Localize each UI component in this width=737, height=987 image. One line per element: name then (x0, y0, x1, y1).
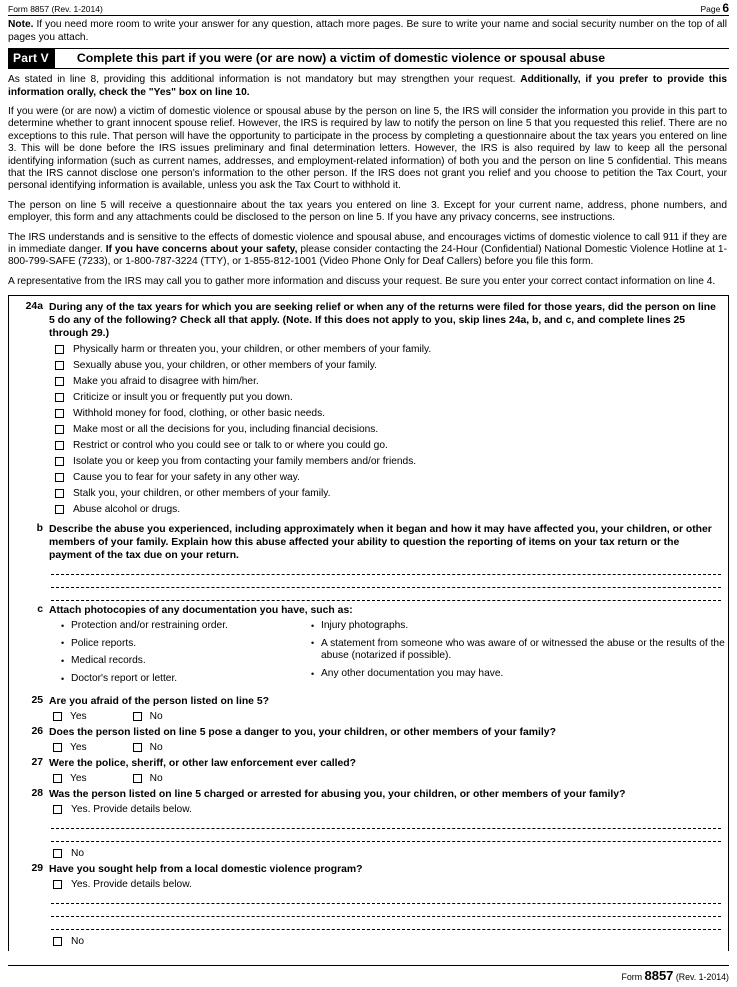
question-27-no[interactable] (133, 773, 163, 785)
header-rule (8, 15, 729, 16)
question-24a (9, 301, 728, 340)
question-24a-text: During any of the tax years for which you are seeking relief or when any of the returns were filed for those years, did the person on line 5 do any of the following? Check all that apply. (Note. If this does not apply to you, skip lines 24a, b, and c, and complete lines 25 through 29.) (49, 302, 716, 340)
intro-p1-text: As stated in line 8, providing this additional information is not mandatory but may strengthen your request. (8, 74, 521, 86)
yes-label: Yes (70, 710, 87, 722)
question-25-text: Are you afraid of the person listed on line 5? (49, 695, 269, 707)
bullet-item: • Any other documentation you may have. (311, 668, 728, 681)
checkbox-icon[interactable] (55, 457, 64, 466)
intro-p4-text-a: The IRS understands and is sensitive to the effects of domestic violence and spousal abuse, and encourages victims of domestic violence to call 911 if they are in immediate danger. (8, 231, 727, 256)
checkbox-icon[interactable] (55, 393, 64, 402)
note-text: If you need more room to write your answer for any question, attach more pages. Be sure to write your name and social security number on the top of all pages you attach. (8, 19, 727, 43)
checkbox-icon[interactable] (53, 849, 62, 858)
questions-frame (8, 295, 729, 950)
checkbox-option-row[interactable] (9, 487, 728, 500)
intro-paragraph-1 (8, 74, 729, 99)
documentation-bullet-columns (9, 620, 728, 685)
page-header (8, 0, 729, 15)
checkbox-icon[interactable] (53, 743, 62, 752)
question-24b-number: b (36, 523, 43, 535)
note-paragraph (8, 19, 729, 44)
checkbox-icon[interactable] (133, 774, 142, 783)
question-24a-number: 24a (25, 301, 43, 313)
question-24b (9, 523, 728, 562)
checkbox-option-label: Withhold money for food, clothing, or other basic needs. (73, 408, 325, 420)
yes-label: Yes (70, 741, 87, 753)
bullet-item: • Medical records. (61, 655, 311, 668)
footer-text (8, 966, 729, 983)
question-26-options (9, 742, 728, 754)
footer-form-number: 8857 (644, 968, 674, 983)
yes-label: Yes. Provide details below. (71, 878, 192, 890)
question-28-yes[interactable] (9, 804, 728, 816)
checkbox-icon[interactable] (55, 505, 64, 514)
checkbox-icon[interactable] (55, 489, 64, 498)
checkbox-icon[interactable] (55, 377, 64, 386)
checkbox-icon[interactable] (55, 345, 64, 354)
question-27-options (9, 773, 728, 785)
no-label: No (71, 935, 85, 947)
question-27 (9, 757, 728, 770)
checkbox-option-label: Restrict or control who you could see or talk to or where you could go. (73, 440, 388, 452)
bullet-item: • Protection and/or restraining order. (61, 620, 311, 633)
question-24c (9, 604, 728, 617)
page-footer (8, 965, 729, 983)
bullet-item: • Injury photographs. (311, 620, 728, 633)
question-25-no[interactable] (133, 711, 163, 723)
no-label: No (149, 710, 163, 722)
part-v-tag: Part V (8, 49, 55, 68)
checkbox-option-row[interactable] (9, 439, 728, 452)
checkbox-option-label: Sexually abuse you, your children, or other members of your family. (73, 360, 377, 372)
documentation-column-right (311, 620, 728, 685)
checkbox-icon[interactable] (53, 712, 62, 721)
checkbox-option-label: Isolate you or keep you from contacting your family members and/or friends. (73, 456, 417, 468)
checkbox-option-row[interactable] (9, 471, 728, 484)
checkbox-icon[interactable] (133, 743, 142, 752)
documentation-column-left (61, 620, 311, 685)
checkbox-option-label: Cause you to fear for your safety in any other way. (73, 472, 300, 484)
intro-p4-bold: If you have concerns about your safety, (105, 244, 298, 256)
checkbox-option-row[interactable] (9, 455, 728, 468)
question-27-text: Were the police, sheriff, or other law enforcement ever called? (49, 757, 357, 769)
question-26-number: 26 (31, 725, 43, 737)
checkbox-option-row[interactable] (9, 503, 728, 516)
question-29-yes[interactable] (9, 879, 728, 891)
checkbox-icon[interactable] (55, 409, 64, 418)
intro-paragraph-5: A representative from the IRS may call you to gather more information and discuss your request. Be sure you enter your correct contact information on line 4. (8, 275, 716, 287)
header-form-label: Form 8857 (Rev. 1-2014) (8, 4, 103, 14)
question-26-text: Does the person listed on line 5 pose a danger to you, your children, or other members of your family? (49, 726, 556, 738)
question-28-text: Was the person listed on line 5 charged or arrested for abusing you, your children, or other members of your family? (49, 788, 626, 800)
checkbox-option-label: Physically harm or threaten you, your children, or other members of your family. (73, 344, 432, 356)
checkbox-option-row[interactable] (9, 375, 728, 388)
question-25-yes[interactable] (53, 711, 87, 723)
checkbox-option-label: Criticize or insult you or frequently put you down. (73, 392, 293, 404)
question-26-yes[interactable] (53, 742, 87, 754)
checkbox-option-row[interactable] (9, 343, 728, 356)
checkbox-option-label: Abuse alcohol or drugs. (73, 504, 181, 516)
question-28-number: 28 (31, 787, 43, 799)
question-25-options (9, 711, 728, 723)
note-label: Note. (8, 19, 34, 30)
header-page-number: 6 (722, 1, 729, 15)
checkbox-icon[interactable] (55, 361, 64, 370)
no-label: No (71, 847, 85, 859)
question-28-no[interactable] (9, 848, 728, 860)
question-29-no[interactable] (9, 936, 728, 948)
footer-form-label: Form (621, 972, 643, 982)
checkbox-icon[interactable] (53, 880, 62, 889)
question-27-yes[interactable] (53, 773, 87, 785)
intro-paragraph-3: The person on line 5 will receive a questionnaire about the tax years you entered on line 3. Except for your current name, address, phone numbers, and employer, this form and any attachments could be disclosed to the person on line 5. If you have any privacy concerns, see instructions. (8, 199, 727, 224)
question-26 (9, 726, 728, 739)
intro-paragraph-4 (8, 232, 729, 269)
question-29 (9, 863, 728, 876)
question-29-text: Have you sought help from a local domestic violence program? (49, 863, 363, 875)
no-label: No (149, 741, 163, 753)
checkbox-icon[interactable] (133, 712, 142, 721)
bullet-item: • Doctor's report or letter. (61, 673, 311, 686)
checkbox-icon[interactable] (55, 425, 64, 434)
question-24b-text: Describe the abuse you experienced, including approximately when it began and how it may have affected you, your children, or other members of your family. Explain how this abuse affected your ability to question the reporting of items on your tax return or the payment of the tax due on your return. (49, 524, 712, 562)
checkbox-option-row[interactable] (9, 391, 728, 404)
bullet-item: • A statement from someone who was aware of or witnessed the abuse or the results of the abuse (notarized if possible). (311, 638, 728, 663)
no-label: No (149, 772, 163, 784)
header-page-label: Page (700, 4, 721, 14)
yes-label: Yes. Provide details below. (71, 803, 192, 815)
checkbox-option-label: Make you afraid to disagree with him/her. (73, 376, 259, 388)
checkbox-icon[interactable] (55, 441, 64, 450)
footer-revision: (Rev. 1-2014) (675, 972, 729, 982)
question-25 (9, 695, 728, 708)
intro-p1-bold: Additionally, if you prefer to provide this information orally, check the "Yes" box on line 10. (8, 74, 727, 98)
part-v-header (8, 48, 729, 69)
intro-p4-text-b: please consider contacting the 24-Hour (Confidential) National Domestic Violence Hotline at 1-800-799-SAFE (7233), or 1-800-787-3224 (TTY), or 1-855-812-1001 (Video Phone Only for Deaf Callers) before you file this form. (8, 244, 727, 268)
checkbox-option-row[interactable] (9, 423, 728, 436)
checkbox-icon[interactable] (53, 805, 62, 814)
header-page-indicator (700, 3, 729, 15)
part-v-title: Complete this part if you were (or are now) a victim of domestic violence or spousal abuse (76, 51, 606, 66)
question-27-number: 27 (31, 756, 43, 768)
question-29-number: 29 (31, 862, 43, 874)
question-28 (9, 788, 728, 801)
checkbox-option-row[interactable] (9, 407, 728, 420)
intro-paragraph-2: If you were (or are now) a victim of domestic violence or spousal abuse by the person on line 5, the IRS will consider the information you provide in this part to determine whether to grant innocent spouse relief. However, the IRS is required by law to notify the person on line 5 that you requested this relief. There are no exceptions to this rule. That person will have the opportunity to participate in the process by completing a questionnaire about the tax years you entered on line 3. This will be done before the IRS issues preliminary and final determination letters. However, the IRS is also required by law to keep all the personal identifying information (such as current names, addresses, and employment-related information) of both you and the person on line 5 confidential. This means that the IRS cannot disclose one person's information to the other person. If the IRS does not grant you relief and you choose to petition the Tax Court, your personal identifying information is available, unless you ask the Tax Court to withhold it. (8, 106, 727, 192)
checkbox-option-label: Make most or all the decisions for you, including financial decisions. (73, 424, 379, 436)
question-24c-text: Attach photocopies of any documentation you have, such as: (49, 605, 353, 617)
checkbox-option-label: Stalk you, your children, or other members of your family. (73, 488, 331, 500)
question-24a-options (9, 343, 728, 516)
question-26-no[interactable] (133, 742, 163, 754)
bullet-item: • Police reports. (61, 638, 311, 651)
checkbox-icon[interactable] (53, 774, 62, 783)
checkbox-icon[interactable] (55, 473, 64, 482)
yes-label: Yes (70, 772, 87, 784)
question-24c-number: c (37, 604, 43, 616)
checkbox-icon[interactable] (53, 937, 62, 946)
question-25-number: 25 (31, 694, 43, 706)
checkbox-option-row[interactable] (9, 359, 728, 372)
